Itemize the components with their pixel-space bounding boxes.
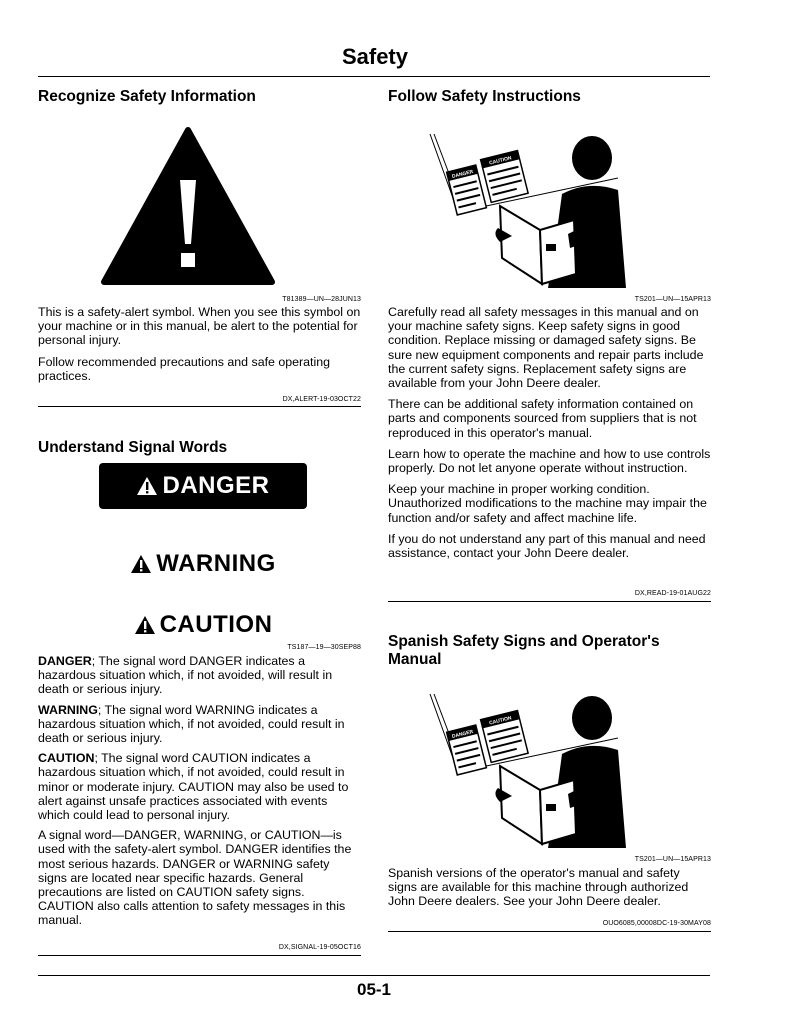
safety-alert-symbol-icon [100,126,276,288]
paragraph: Learn how to operate the machine and how to use controls properly. Do not let anyone operate without instruction. [388,446,711,476]
sign-right-label: CAUTION [488,715,513,727]
paragraph [38,751,361,822]
paragraph: Carefully read all safety messages in this manual and on your machine safety signs. Keep safety signs in good condition. Replace missing or damaged safety signs. Be sure new equipment components and repair parts include the current safety signs. Replacement safety signs are available from your John Deere dealer. [388,305,704,391]
term-warning: WARNING [38,702,98,717]
figure-reference: TS201—UN—15APR13 [634,296,711,303]
sign-left-label: DANGER [451,728,474,740]
paragraph: There can be additional safety information contained on parts and components sourced from suppliers that is not reproduced in this operator's manual. [388,397,697,440]
sign-left-label: DANGER [451,168,474,180]
document-reference: DX,ALERT-19-03OCT22 [282,396,361,403]
paragraph-text: ; The signal word CAUTION indicates a hazardous situation which, if not avoided, could result in minor or moderate injury. CAUTION may also be used to alert against unsafe practices associated with events which could lead to personal injury. [38,751,349,823]
person-reading-manual-illustration [428,130,628,290]
section-divider [388,601,711,602]
document-reference: DX,SIGNAL-19-05OCT16 [278,944,361,951]
sign-right-label: CAUTION [488,155,513,167]
person-reading-manual-illustration [428,690,628,850]
paragraph-text: ; The signal word DANGER indicates a hazardous situation which, if not avoided, will result in death or serious injury. [38,654,333,697]
paragraph: Keep your machine in proper working condition. Unauthorized modifications to the machine may impair the function and/or safety and affect machine life. [388,482,707,525]
section-heading: Follow Safety Instructions [388,88,581,105]
section-heading: Understand Signal Words [38,439,228,456]
paragraph: Follow recommended precautions and safe operating practices. [38,354,331,383]
paragraph [38,654,361,697]
section-recognize-safety [38,88,361,106]
footer-rule [38,975,710,976]
document-reference: OUO6085,00008DC-19-30MAY08 [602,920,711,927]
paragraph-text: ; The signal word WARNING indicates a hazardous situation which, if not avoided, could result in death or serious injury. [38,702,345,746]
paragraph: Spanish versions of the operator's manual and safety signs are available for this machine through authorized John Deere dealers. See your John Deere dealer. [388,866,689,909]
term-danger: DANGER [38,654,92,668]
term-caution: CAUTION [38,751,95,766]
paragraph [38,703,361,746]
section-divider [38,406,361,407]
page-title: Safety [341,44,408,69]
figure-reference: TS187—19—30SEP88 [287,644,361,651]
section-divider [388,931,711,932]
section-divider [38,955,361,956]
alert-triangle-icon [130,554,152,574]
figure-reference: T81389—UN—28JUN13 [282,296,361,303]
alert-triangle-icon [134,615,156,635]
document-reference: DX,READ-19-01AUG22 [634,590,711,597]
paragraph: This is a safety-alert symbol. When you see this symbol on your machine or in this manual, be alert to the potential for personal injury. [38,305,361,348]
danger-signal-label [99,463,307,509]
danger-word: DANGER [162,472,270,499]
section-heading: Spanish Safety Signs and Operator's Manual [388,633,660,668]
header-rule [38,76,710,77]
caution-word: CAUTION [159,611,273,638]
paragraph: If you do not understand any part of this manual and need assistance, contact your John Deere dealer. [388,531,706,561]
section-heading: Recognize Safety Information [38,88,256,105]
warning-signal-label [99,548,307,580]
warning-word: WARNING [156,550,276,577]
caution-signal-label [99,608,307,642]
page-number: 05-1 [356,980,392,999]
paragraph: A signal word—DANGER, WARNING, or CAUTION—is used with the safety-alert symbol. DANGER identifies the most serious hazards. DANGER or WARNING safety signs are located near specific hazards. General precautions are listed on CAUTION safety signs. CAUTION also calls attention to safety messages in this manual. [38,828,352,928]
figure-reference: TS201—UN—15APR13 [634,856,711,863]
alert-triangle-icon [136,476,158,496]
